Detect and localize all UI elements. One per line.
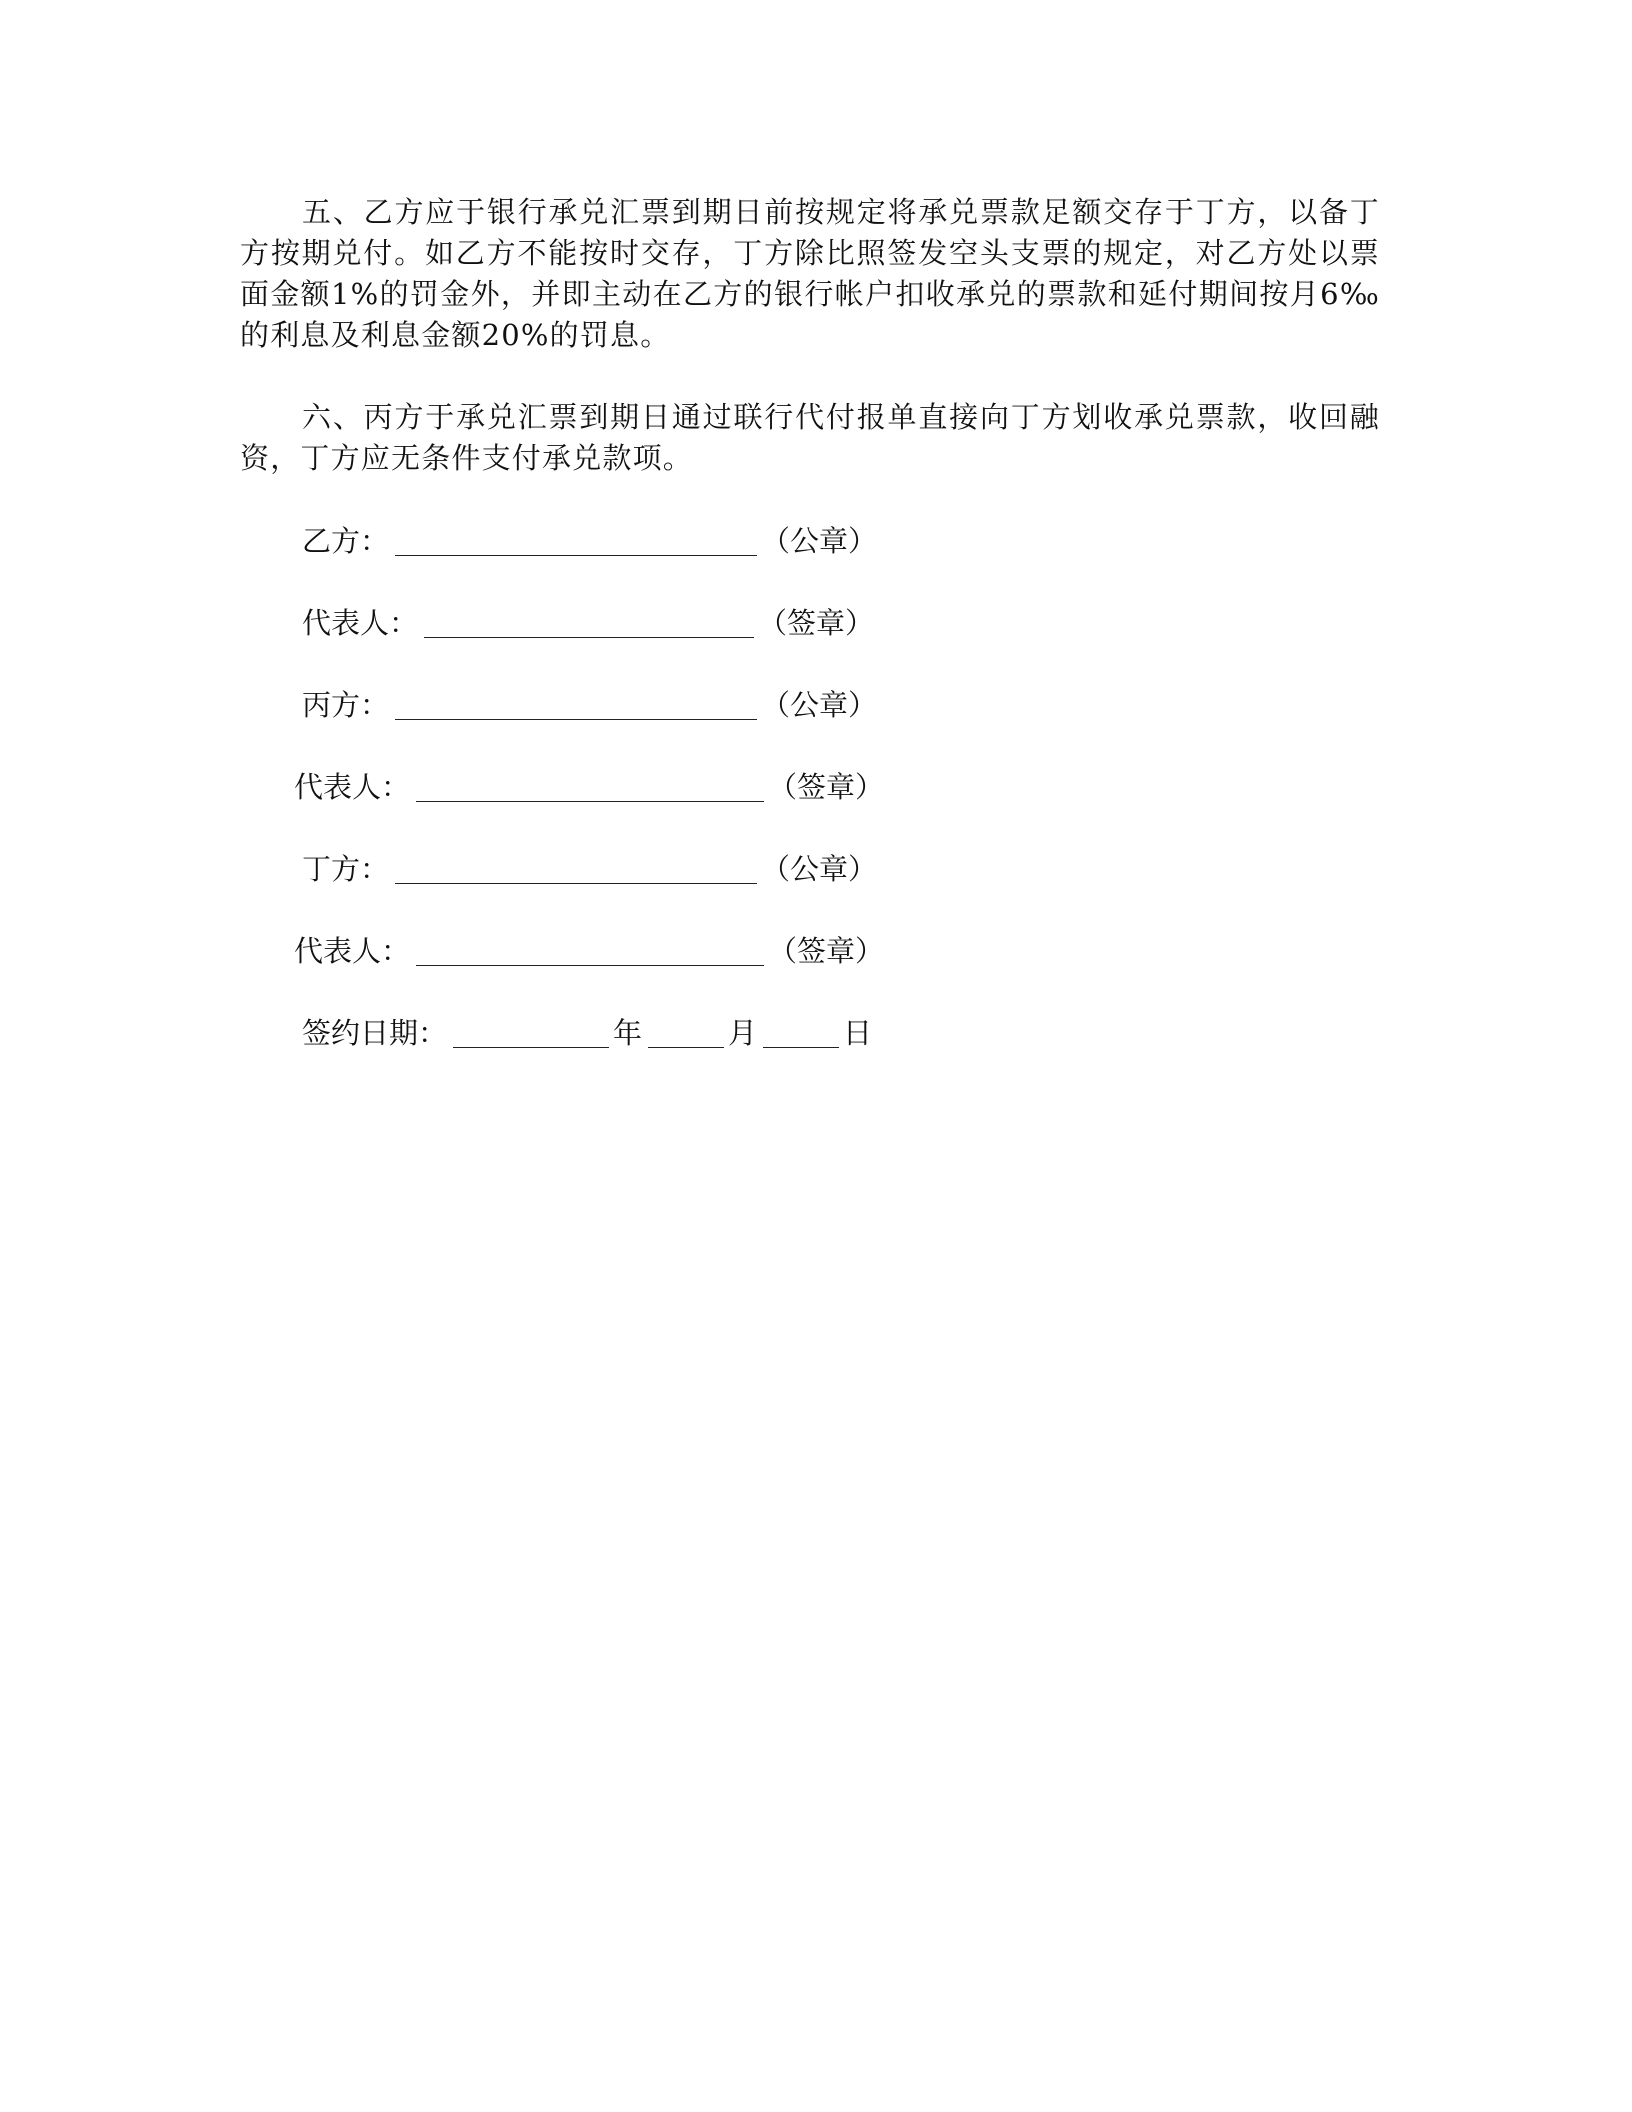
year-blank-line	[453, 1013, 609, 1048]
signature-party-yi	[302, 520, 877, 562]
clause-five: 五、乙方应于银行承兑汇票到期日前按规定将承兑票款足额交存于丁方，以备丁方按期兑付。如乙方不能按时交存，丁方除比照签发空头支票的规定，对乙方处以票面金额1%的罚金外，并即主动在乙方的银行帐户扣收承兑的票款和延付期间按月6‰的利息及利息金额20%的罚息。	[240, 195, 1380, 352]
day-unit: 日	[843, 1016, 873, 1050]
month-blank-line	[648, 1013, 724, 1048]
month-unit: 月	[728, 1016, 758, 1050]
signing-date-label: 签约日期：	[302, 1016, 448, 1050]
signing-date	[302, 1012, 872, 1054]
signature-blank-line	[416, 931, 764, 966]
signature-label: 代表人：	[294, 934, 411, 968]
year-unit: 年	[613, 1016, 643, 1050]
signature-party-bing-representative	[294, 766, 884, 808]
seal-note: （公章）	[761, 852, 878, 886]
seal-note: （签章）	[768, 770, 885, 804]
signature-label: 丙方：	[302, 688, 390, 722]
signature-blank-line	[395, 849, 757, 884]
signature-label: 乙方：	[302, 524, 390, 558]
seal-note: （公章）	[761, 524, 878, 558]
day-blank-line	[763, 1013, 839, 1048]
seal-note: （签章）	[758, 606, 875, 640]
signature-blank-line	[424, 603, 754, 638]
signature-label: 代表人：	[294, 770, 411, 804]
signature-blank-line	[395, 685, 757, 720]
seal-note: （签章）	[768, 934, 885, 968]
signature-party-yi-representative	[302, 602, 874, 644]
signature-label: 代表人：	[302, 606, 419, 640]
signature-blank-line	[416, 767, 764, 802]
signature-blank-line	[395, 521, 757, 556]
clause-six: 六、丙方于承兑汇票到期日通过联行代付报单直接向丁方划收承兑票款，收回融资，丁方应无条件支付承兑款项。	[240, 400, 1380, 475]
signature-party-bing	[302, 684, 877, 726]
signature-label: 丁方：	[302, 852, 390, 886]
seal-note: （公章）	[761, 688, 878, 722]
signature-party-ding-representative	[294, 930, 884, 972]
signature-party-ding	[302, 848, 877, 890]
